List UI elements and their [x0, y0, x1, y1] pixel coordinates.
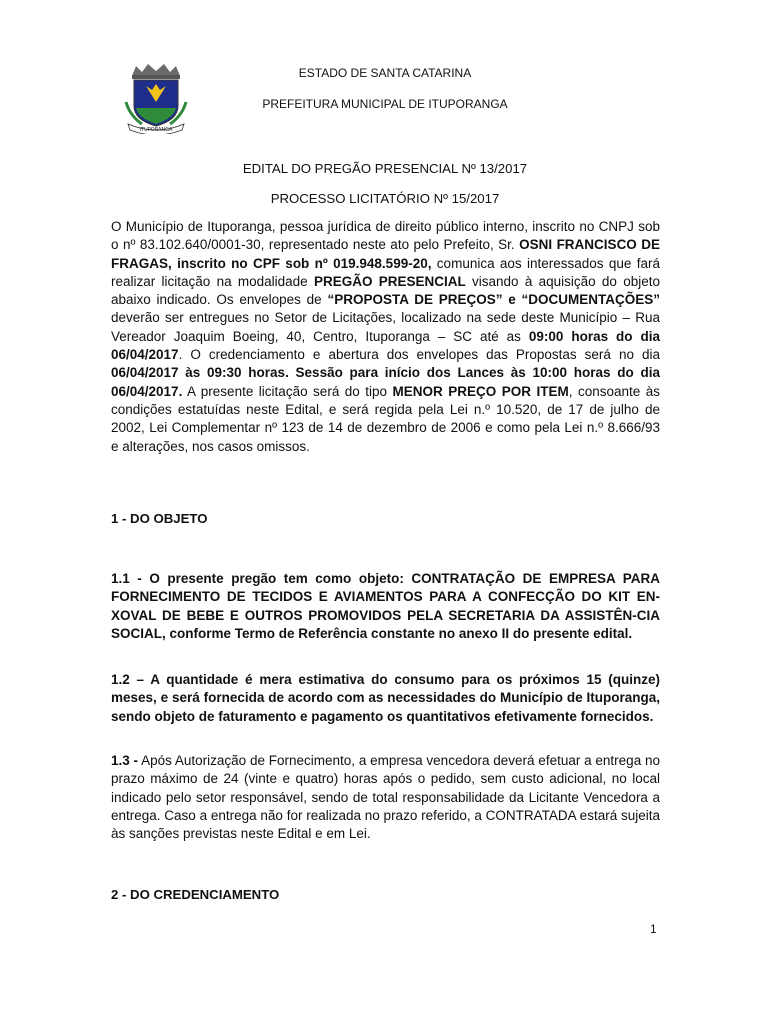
edital-title: EDITAL DO PREGÃO PRESENCIAL Nº 13/2017	[242, 161, 528, 176]
clause-1-3: 1.3 - Após Autorização de Fornecimento, a empresa vencedora deverá efetuar a entrega no prazo máximo de 24 (vinte e quatro) horas após o pedido, sem custo adicional, no local indicado pelo setor responsável, sendo de total responsabilidade da Licitante Vencedora a entrega. Caso a entrega não for realizada no prazo referido, a CONTRATADA estará sujeita às sanções previstas neste Edital e em Lei.	[111, 753, 660, 842]
section-2-heading: 2 - DO CREDENCIAMENTO	[111, 887, 280, 902]
page-number: 1	[650, 922, 657, 936]
processo-title: PROCESSO LICITATÓRIO Nº 15/2017	[270, 191, 500, 206]
prefecture-name: PREFEITURA MUNICIPAL DE ITUPORANGA	[262, 97, 508, 111]
clause-1-1: 1.1 - O presente pregão tem como objeto: CONTRATAÇÃO DE EMPRESA PARA FORNECIMENTO DE TECIDOS E AVIAMENTOS PARA A CONFECÇÃO DO KIT EN-XOVAL DE BEBE E OUTROS PROMOVIDOS PELA SECRETARIA DA ASSISTÊN-CIA SOCIAL, conforme Termo de Referência constante no anexo II do presente edital.	[111, 571, 660, 641]
crest-ribbon-text: ITUPORANGA	[139, 127, 173, 133]
section-1-heading: 1 - DO OBJETO	[111, 511, 208, 526]
clause-1-2: 1.2 – A quantidade é mera estimativa do consumo para os próximos 15 (quinze) meses, e será fornecida de acordo com as necessidades do Município de Ituporanga, sendo objeto de faturamento e pagamento os quantitativos efetivamente fornecidos.	[111, 672, 660, 724]
intro-paragraph: O Município de Ituporanga, pessoa jurídica de direito público interno, inscrito no CNPJ sob o nº 83.102.640/0001-30, representado neste ato pelo Prefeito, Sr. OSNI FRANCISCO DE FRAGAS, inscrito no CPF sob nº 019.948.599-20, comunica aos interessados que fará realizar licitação na modalidade PREGÃO PRESENCIAL visando à aquisição do objeto abaixo indicado. Os envelopes de “PROPOSTA DE PREÇOS” e “DOCUMENTAÇÕES” deverão ser entregues no Setor de Licitações, localizado na sede deste Município – Rua Vereador Joaquim Boeing, 40, Centro, Ituporanga – SC até as 09:00 horas do dia 06/04/2017. O credenciamento e abertura dos envelopes das Propostas será no dia 06/04/2017 às 09:30 horas. Sessão para início dos Lances às 10:00 horas do dia 06/04/2017. A presente licitação será do tipo MENOR PREÇO POR ITEM, consoante às condições estatuídas neste Edital, e será regida pela Lei n.º 10.520, de 17 de julho de 2002, Lei Complementar nº 123 de 14 de dezembro de 2006 e como pela Lei n.º 8.666/93 e alterações, nos casos omissos.	[111, 219, 661, 454]
state-name: ESTADO DE SANTA CATARINA	[298, 66, 472, 80]
